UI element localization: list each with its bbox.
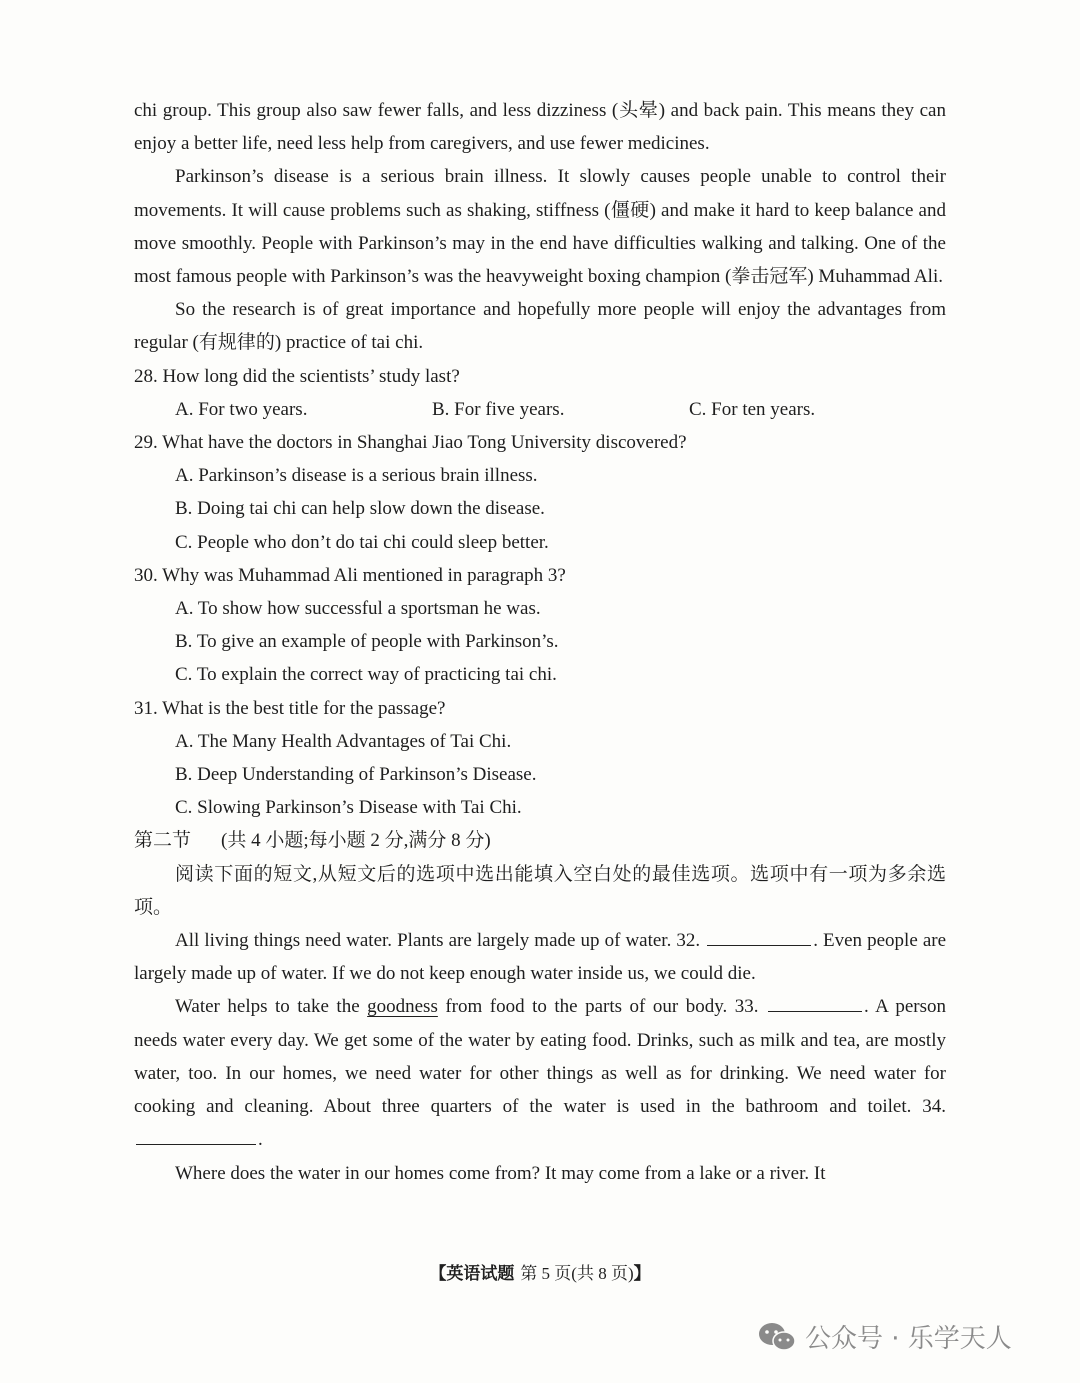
passage2-text: . A person needs water every day. We get some of the water by eating food. Drinks, such as milk and tea, are mostly water, too. In our homes, we need water for other things as well as for drinking. We need water for cooking and cleaning. About three quarters of the water is used in the bathroom and toilet. 34. — [134, 996, 946, 1118]
option-c[interactable]: C. Slowing Parkinson’s Disease with Tai Chi. — [175, 797, 522, 819]
option-b[interactable]: B. To give an example of people with Parkinson’s. — [175, 631, 559, 653]
wechat-icon — [757, 1321, 797, 1353]
passage2-text: . — [258, 1129, 263, 1151]
option-a[interactable]: A. Parkinson’s disease is a serious brain illness. — [175, 465, 538, 487]
passage2-text: All living things need water. Plants are largely made up of water. 32. — [175, 930, 701, 952]
footer-page-info: 第 5 页(共 8 页) — [520, 1264, 634, 1283]
passage2-paragraph-2 — [134, 990, 946, 1156]
option-b[interactable]: B. Doing tai chi can help slow down the disease. — [175, 498, 545, 520]
underlined-word: goodness — [367, 996, 438, 1018]
question-28 — [134, 360, 946, 426]
footer-subject: 【英语试题 — [429, 1264, 515, 1284]
section-heading — [134, 824, 946, 857]
options-row — [134, 393, 946, 426]
watermark — [757, 1318, 1012, 1355]
option-a[interactable]: A. For two years. — [175, 398, 308, 420]
option-a[interactable]: A. To show how successful a sportsman he was. — [175, 598, 541, 620]
option-b[interactable]: B. For five years. — [432, 398, 565, 420]
answer-blank-33[interactable] — [768, 992, 862, 1012]
question-30 — [134, 559, 946, 692]
watermark-text: 公众号 · 乐学天人 — [805, 1324, 1012, 1354]
option-a[interactable]: A. The Many Health Advantages of Tai Chi. — [175, 730, 512, 752]
question-stem: 28. How long did the scientists’ study last? — [134, 365, 460, 387]
option-b[interactable]: B. Deep Understanding of Parkinson’s Disease. — [175, 764, 537, 786]
passage2-text: . Even people are largely made up of water. If we do not keep enough water inside us, we could die. — [134, 930, 947, 985]
passage-paragraph-1-tail: chi group. This group also saw fewer falls, and less dizziness (头晕) and back pain. This means they can enjoy a better life, need less help from caregivers, and use fewer medicines. — [134, 100, 946, 155]
passage2-text: Water helps to take the — [175, 996, 368, 1018]
question-31 — [134, 692, 946, 825]
passage2-text: from food to the parts of our body. 33. — [437, 996, 759, 1018]
question-29 — [134, 426, 946, 559]
answer-blank-32[interactable] — [707, 926, 811, 946]
question-stem: 29. What have the doctors in Shanghai Jiao Tong University discovered? — [134, 432, 687, 454]
section-label: 第二节 — [134, 830, 192, 852]
page-footer — [0, 1259, 1080, 1284]
passage-paragraph-conclusion: So the research is of great importance and hopefully more people will enjoy the advantages from regular (有规律的) practice of tai chi. — [134, 299, 946, 354]
section-instruction: 阅读下面的短文,从短文后的选项中选出能填入空白处的最佳选项。选项中有一项为多余选项。 — [134, 863, 946, 918]
section-info: (共 4 小题;每小题 2 分,满分 8 分) — [221, 830, 491, 852]
reading-content — [134, 94, 946, 1190]
question-stem: 30. Why was Muhammad Ali mentioned in paragraph 3? — [134, 564, 566, 586]
option-c[interactable]: C. People who don’t do tai chi could sleep better. — [175, 531, 549, 553]
answer-blank-34[interactable] — [136, 1125, 256, 1145]
passage-paragraph-parkinsons: Parkinson’s disease is a serious brain illness. It slowly causes people unable to control their movements. It will cause problems such as shaking, stiffness (僵硬) and make it hard to keep balance and move smoothly. People with Parkinson’s may in the end have difficulties walking and talking. One of the most famous people with Parkinson’s was the heavyweight boxing champion (拳击冠军) Muhammad Ali. — [134, 166, 946, 288]
option-c[interactable]: C. For ten years. — [689, 398, 816, 420]
question-stem: 31. What is the best title for the passage? — [134, 697, 446, 719]
footer-close: 】 — [633, 1264, 651, 1284]
passage2-paragraph-3: Where does the water in our homes come from? It may come from a lake or a river. It — [175, 1162, 826, 1184]
option-c[interactable]: C. To explain the correct way of practicing tai chi. — [175, 664, 557, 686]
passage2-paragraph-1 — [134, 924, 946, 990]
